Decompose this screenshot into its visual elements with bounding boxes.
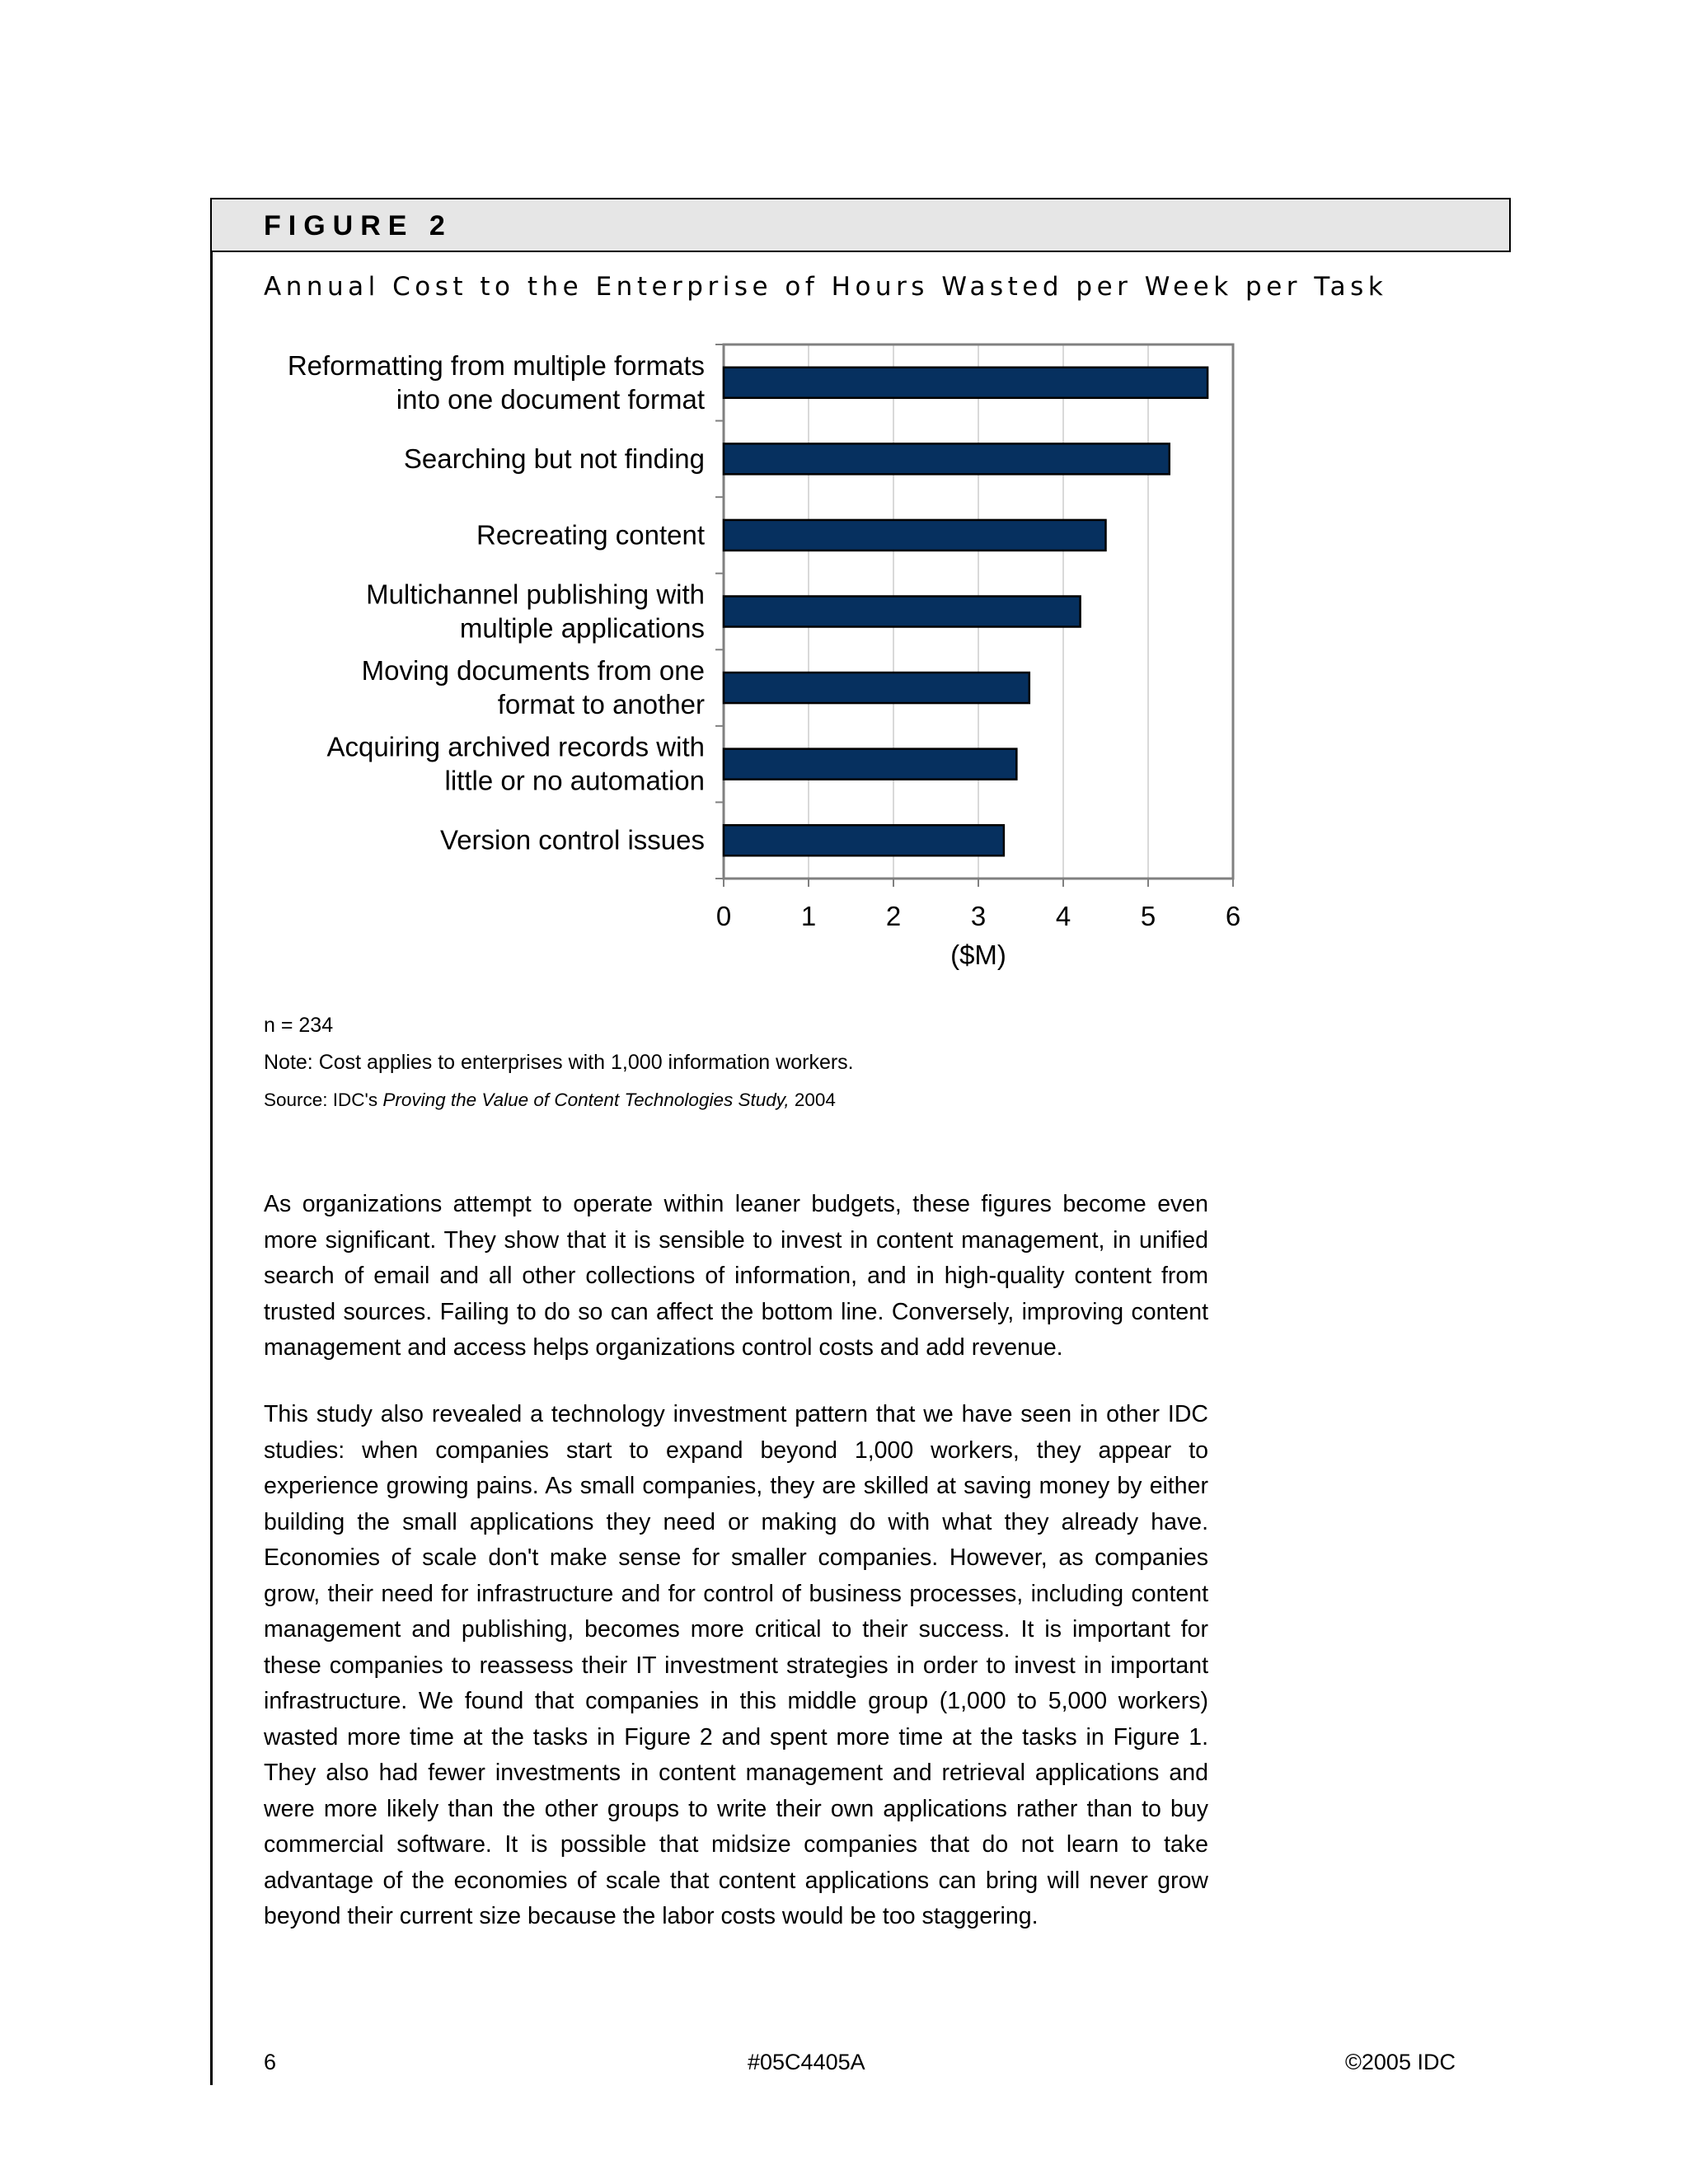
category-label: Acquiring archived records with: [326, 731, 705, 762]
figure-label: FIGURE 2: [264, 210, 452, 241]
x-tick-label: 1: [800, 901, 817, 931]
body-paragraph-2: This study also revealed a technology investment pattern that we have seen in other IDC studies: when companies start to expand beyond 1,000 workers, they appear to experience growing pains. As small companies, they are skilled at saving money by either building the small applications they need or making do with what they already have. Economies of scale don't make sense for smaller companies. However, as companies grow, their need for infrastructure and for control of business processes, including content management and publishing, becomes more critical to their success. It is important for these companies to reassess their IT investment strategies in order to invest in important infrastructure. We found that companies in this middle group (1,000 to 5,000 workers) wasted more time at the tasks in Figure 2 and spent more time at the tasks in Figure 1. They also had fewer investments in content management and retrieval applications and were more likely than the other groups to write their own applications rather than to buy commercial software. It is possible that midsize companies that do not learn to take advantage of the economies of scale that content applications can bring will never grow beyond their current size because the labor costs would be too staggering.: [264, 1401, 1208, 1929]
source-title: Proving the Value of Content Technologies Study,: [382, 1090, 790, 1110]
copyright: ©2005 IDC: [1345, 2050, 1456, 2074]
bar: [724, 520, 1106, 551]
bar: [724, 825, 1004, 855]
bar: [724, 673, 1029, 703]
category-label: Version control issues: [440, 824, 705, 855]
sample-size-note: n = 234: [264, 1014, 334, 1037]
source-suffix: 2004: [789, 1090, 836, 1110]
source-note: [264, 1090, 836, 1111]
bar: [724, 597, 1081, 627]
category-label: multiple applications: [459, 612, 705, 644]
x-tick-label: 3: [970, 901, 987, 931]
category-label: Searching but not finding: [403, 443, 705, 474]
body-paragraph-1: As organizations attempt to operate within leaner budgets, these figures become even more significant. They show that it is sensible to invest in content management, in unified search of email and all other collections of information, and in high-quality content from trusted sources. Failing to do so can affect the bottom line. Conversely, improving content management and access helps organizations control costs and add revenue.: [264, 1191, 1208, 1361]
bar: [724, 749, 1016, 780]
category-label: Recreating content: [476, 519, 705, 551]
source-prefix: Source: IDC's: [264, 1090, 383, 1110]
page-number: 6: [264, 2050, 277, 2074]
x-axis-label: ($M): [950, 940, 1006, 970]
category-label: Moving documents from one: [361, 655, 705, 687]
bar-chart: [0, 0, 1688, 989]
category-label: format to another: [497, 689, 705, 720]
x-tick-label: 6: [1225, 901, 1241, 931]
cost-note: Note: Cost applies to enterprises with 1,000 information workers.: [264, 1051, 854, 1074]
x-tick-label: 0: [715, 901, 732, 931]
category-label: Multichannel publishing with: [366, 579, 705, 610]
x-tick-label: 4: [1055, 901, 1071, 931]
bar: [724, 368, 1207, 398]
category-label: Reformatting from multiple formats: [287, 349, 705, 381]
category-label: little or no automation: [444, 765, 705, 796]
bar: [724, 443, 1170, 474]
x-tick-label: 2: [885, 901, 902, 931]
document-id: #05C4405A: [748, 2050, 865, 2074]
category-label: into one document format: [396, 383, 705, 415]
x-tick-label: 5: [1140, 901, 1156, 931]
figure-title: Annual Cost to the Enterprise of Hours Wasted per Week per Task: [264, 272, 1388, 302]
